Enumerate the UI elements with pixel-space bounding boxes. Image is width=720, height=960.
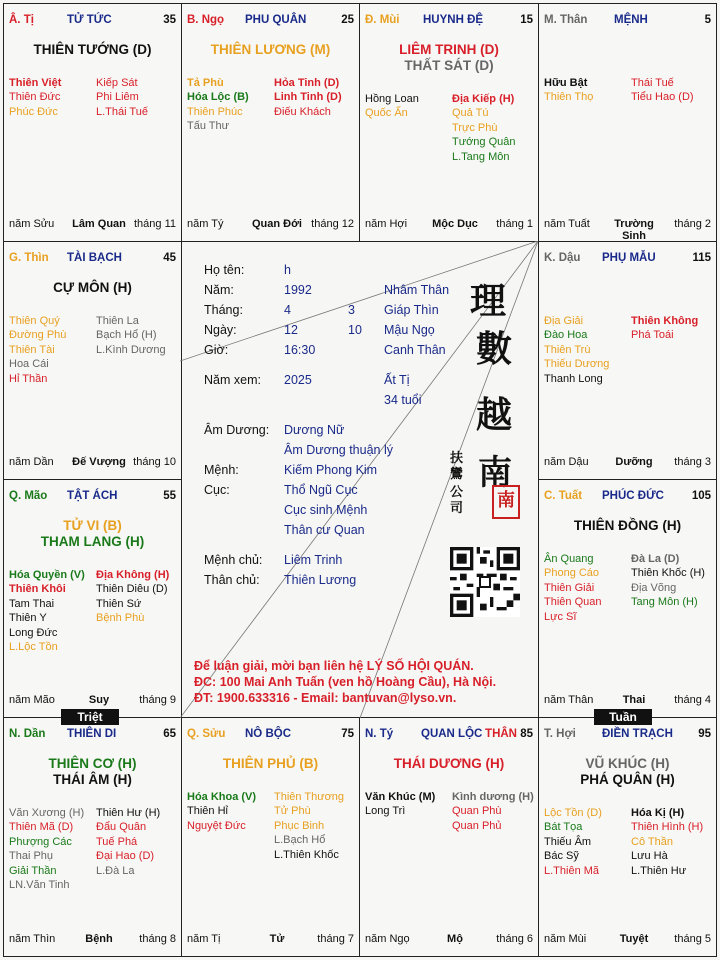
palace-than: [538, 3, 717, 242]
star-column-left: [544, 806, 602, 878]
month-solar: 4: [284, 303, 291, 317]
qr-code-icon: [450, 547, 520, 617]
minor-star: Trực Phù: [452, 121, 498, 134]
star-column-right: [274, 76, 342, 119]
star-column-right: [452, 790, 534, 833]
minor-star: Long Trì: [365, 805, 406, 818]
palace-branch: C. Tuất: [544, 490, 583, 502]
palace-nam: năm Ngọ: [365, 933, 410, 945]
minor-star: Đẩu Quân: [96, 821, 147, 834]
main-star: THIÊN LƯƠNG (M): [210, 42, 331, 57]
palace-thang: tháng 1: [496, 218, 533, 230]
main-star: VŨ KHÚC (H): [585, 756, 670, 771]
palace-branch: K. Dậu: [544, 252, 581, 264]
star-column-left: [9, 76, 61, 119]
minor-star: L.Bạch Hổ: [274, 834, 326, 847]
palace-nam: năm Hợi: [365, 218, 408, 230]
minor-star: Nguyệt Đức: [187, 819, 246, 832]
star-column-left: [9, 806, 84, 892]
palace-header: [187, 14, 354, 28]
minor-star: Tiểu Hao (D): [631, 91, 694, 104]
palace-nam: năm Tị: [187, 933, 221, 945]
minor-star: Thiếu Dương: [544, 358, 610, 371]
than-marker: THÂN: [485, 728, 517, 740]
minor-star: Phong Cáo: [544, 567, 600, 580]
month-label: Tháng:: [204, 303, 243, 317]
minor-star: Quốc Ấn: [365, 107, 408, 120]
star-column-right: [631, 76, 694, 105]
palace-thang: tháng 6: [496, 933, 533, 945]
palace-trang: Tuyệt: [619, 933, 649, 945]
palace-thang: tháng 2: [674, 218, 711, 230]
amduong-value-2: Âm Dương thuận lý: [284, 443, 393, 457]
minor-star: Thiên La: [96, 315, 139, 327]
hour-label: Giờ:: [204, 343, 229, 357]
view-year-canchi: Ất Tị: [384, 373, 410, 387]
minor-star: Đại Hao (D): [96, 850, 155, 863]
palace-footer: [9, 933, 176, 947]
palace-number: 95: [698, 728, 711, 740]
palace-footer: [187, 933, 354, 947]
minor-star: Lộc Tồn (D): [544, 807, 602, 819]
main-star: LIÊM TRINH (D): [399, 42, 499, 57]
palace-number: 85: [520, 728, 533, 740]
palace-number: 5: [704, 14, 711, 26]
main-star: TỬ VI (B): [63, 518, 122, 533]
minor-star: Hữu Bật: [544, 77, 588, 89]
star-column-left: [544, 76, 593, 105]
minor-star: Hỏa Tinh (D): [274, 77, 340, 89]
palace-dan: [3, 717, 182, 957]
palace-number: 75: [341, 728, 354, 740]
palace-thang: tháng 11: [133, 218, 176, 230]
star-column-left: [544, 552, 601, 624]
main-star: THẤT SÁT (D): [404, 58, 494, 73]
main-star: THÁI DƯƠNG (H): [393, 756, 505, 771]
palace-footer: [9, 694, 176, 708]
palace-thang: tháng 8: [139, 933, 176, 945]
palace-name: PHỤ MẪU: [602, 252, 656, 264]
age-value: 34 tuổi: [384, 393, 422, 407]
palace-name: HUYNH ĐỆ: [423, 14, 484, 26]
minor-star: Hóa Khoa (V): [187, 791, 257, 803]
minor-star: Địa Kiếp (H): [452, 93, 515, 105]
minor-star: Thiên Sứ: [96, 597, 142, 610]
main-star: THAM LANG (H): [40, 534, 145, 549]
palace-header: [9, 728, 176, 742]
palace-number: 65: [163, 728, 176, 740]
palace-nam: năm Thìn: [9, 933, 56, 945]
palace-nam: năm Mùi: [544, 933, 587, 945]
main-star: CỰ MÔN (H): [53, 280, 132, 295]
palace-thin: [3, 241, 182, 480]
minor-star: Phúc Đức: [9, 105, 58, 118]
center-info-panel: [180, 241, 538, 718]
palace-footer: [187, 218, 354, 232]
palace-name: THIÊN DI: [67, 728, 117, 740]
minor-star: Linh Tinh (D): [274, 91, 342, 104]
minor-star: Thai Phụ: [9, 850, 54, 863]
logo-small-4: 司: [450, 501, 464, 516]
minor-star: Bạch Hổ (H): [96, 329, 157, 342]
triet-tag: Triệt: [61, 709, 119, 725]
minor-star: Cô Thần: [631, 835, 673, 848]
palace-thang: tháng 3: [674, 456, 711, 468]
palace-number: 105: [691, 490, 711, 502]
contact-line-1: Để luận giải, mời bạn liên hệ LÝ SỐ HỘI QUÁN.: [194, 659, 474, 673]
minor-star: Thiên Hỉ: [187, 805, 228, 818]
minor-star: L.Thiên Mã: [544, 864, 600, 877]
day-lunar: 10: [348, 323, 362, 337]
palace-name: TỬ TỨC: [67, 14, 112, 26]
minor-star: Giải Thần: [9, 864, 57, 877]
logo-small-3: 公: [450, 485, 464, 500]
palace-footer: [544, 933, 711, 947]
minor-star: LN.Văn Tinh: [9, 879, 70, 892]
than-chu-label: Thân chủ:: [204, 573, 260, 587]
palace-nam: năm Dậu: [544, 456, 589, 468]
minor-star: Thiên Không: [631, 315, 699, 327]
palace-name: PHÚC ĐỨC: [602, 490, 664, 502]
star-column-left: [365, 92, 419, 121]
minor-star: Thiên Quý: [9, 315, 60, 327]
minor-star: Hoa Cái: [9, 358, 49, 371]
star-column-left: [187, 790, 256, 833]
minor-star: Kiếp Sát: [96, 77, 138, 89]
year-value: 1992: [284, 283, 312, 297]
palace-header: [365, 728, 533, 742]
contact-address: ĐC: 100 Mai Anh Tuấn (ven hồ Hoàng Cầu), Hà Nội.: [194, 675, 497, 689]
cuc-value-3: Thân cư Quan: [284, 523, 365, 537]
menh-label: Mệnh:: [204, 463, 239, 477]
minor-star: Hỉ Thần: [9, 372, 48, 385]
palace-footer: [365, 933, 533, 947]
palace-trang: Đế Vượng: [72, 456, 126, 468]
palace-number: 15: [520, 14, 533, 26]
minor-star: Thiên Y: [9, 612, 47, 625]
palace-trang: Mộc Dục: [432, 218, 478, 230]
minor-star: L.Lộc Tồn: [9, 641, 58, 654]
minor-star: Tuế Phá: [96, 835, 138, 848]
palace-trang: Bệnh: [85, 933, 113, 945]
palace-branch: B. Ngọ: [187, 14, 225, 26]
palace-header: [544, 252, 711, 266]
palace-name: TẬT ÁCH: [67, 490, 118, 502]
palace-footer: [544, 456, 711, 470]
minor-star: Đường Phù: [9, 329, 67, 342]
star-column-left: [365, 790, 435, 819]
contact-phone-email: ĐT: 1900.633316 - Email: bantuvan@lyso.vn.: [194, 691, 457, 705]
minor-star: L.Thiên Khốc: [274, 848, 339, 861]
minor-star: Tả Phù: [187, 77, 224, 89]
minor-star: Ân Quang: [544, 553, 594, 565]
amduong-label: Âm Dương:: [204, 423, 270, 437]
minor-star: Thiên Mã (D): [9, 821, 74, 834]
star-column-right: [96, 314, 166, 357]
star-column-right: [96, 806, 160, 878]
palace-branch: N. Dần: [9, 728, 46, 740]
cuc-value-1: Thổ Ngũ Cục: [284, 483, 358, 497]
menh-chu-value: Liêm Trinh: [284, 553, 343, 567]
palace-thang: tháng 12: [311, 218, 354, 230]
palace-branch: Q. Mão: [9, 490, 48, 502]
logo-small-2: 鸞: [450, 467, 464, 482]
star-column-right: [631, 314, 698, 343]
palace-header: [187, 728, 354, 742]
minor-star: Văn Xương (H): [9, 807, 85, 819]
palace-nam: năm Tuất: [544, 218, 590, 230]
minor-star: Thanh Long: [544, 372, 603, 385]
view-year-value: 2025: [284, 373, 312, 387]
year-canchi: Nhâm Thân: [384, 283, 450, 297]
logo-char-4: 南: [478, 453, 512, 493]
logo-char-2: 數: [476, 328, 513, 370]
palace-header: [544, 490, 711, 504]
minor-star: Long Đức: [9, 626, 58, 639]
palace-suu: [181, 717, 360, 957]
palace-trang: Suy: [88, 694, 110, 706]
minor-star: Địa Giải: [544, 315, 584, 327]
palace-thang: tháng 10: [133, 456, 176, 468]
palace-branch: Â. Tị: [9, 14, 34, 26]
month-canchi: Giáp Thìn: [384, 303, 439, 317]
minor-star: Địa Không (H): [96, 569, 170, 581]
palace-branch: G. Thìn: [9, 252, 49, 264]
palace-trang: Lâm Quan: [72, 218, 126, 230]
minor-star: Bác Sỹ: [544, 850, 579, 863]
palace-number: 35: [163, 14, 176, 26]
minor-star: Tam Thai: [9, 597, 55, 610]
palace-number: 25: [341, 14, 354, 26]
main-star: THÁI ÂM (H): [53, 772, 132, 787]
minor-star: Thiên Hình (H): [631, 821, 704, 834]
palace-trang: Mộ: [447, 933, 463, 945]
year-label: Năm:: [204, 283, 234, 297]
palace-header: [9, 14, 176, 28]
palace-header: [544, 728, 711, 742]
minor-star: L.Kình Dương: [96, 343, 166, 356]
star-column-left: [9, 314, 66, 386]
minor-star: Quan Phủ: [452, 819, 502, 832]
palace-header: [544, 14, 711, 28]
minor-star: Địa Võng: [631, 581, 677, 594]
palace-footer: [544, 218, 711, 242]
day-canchi: Mậu Ngọ: [384, 323, 435, 337]
main-star: THIÊN TƯỚNG (D): [33, 42, 152, 57]
star-column-right: [96, 76, 148, 119]
palace-thang: tháng 9: [139, 694, 176, 706]
minor-star: Đào Hoa: [544, 329, 588, 342]
minor-star: L.Thiên Hư: [631, 864, 687, 877]
palace-branch: N. Tý: [365, 728, 394, 740]
minor-star: Thiên Phúc: [187, 105, 243, 118]
palace-hoi: [538, 717, 717, 957]
palace-ti: [3, 3, 182, 242]
menh-chu-label: Mệnh chủ:: [204, 553, 263, 567]
minor-star: Kình dương (H): [452, 791, 534, 803]
minor-star: Phi Liêm: [96, 91, 139, 104]
minor-star: Thiên Khôi: [9, 583, 66, 596]
minor-star: Đà La (D): [631, 553, 680, 565]
star-column-left: [187, 76, 249, 134]
minor-star: Thiên Khốc (H): [631, 567, 705, 580]
minor-star: Văn Khúc (M): [365, 791, 436, 803]
minor-star: Thiên Trù: [544, 343, 591, 356]
palace-trang: Thai: [622, 694, 646, 706]
palace-name: QUAN LỘC: [421, 728, 483, 740]
menh-value: Kiếm Phong Kim: [284, 463, 378, 477]
palace-name: PHU QUÂN: [245, 14, 307, 26]
palace-nam: năm Dần: [9, 456, 54, 468]
star-column-right: [631, 806, 703, 878]
minor-star: Tướng Quân: [452, 136, 516, 149]
minor-star: Thiên Thương: [274, 791, 345, 803]
minor-star: Lưu Hà: [631, 850, 668, 863]
minor-star: Bệnh Phù: [96, 612, 145, 625]
palace-branch: T. Hợi: [544, 728, 576, 740]
logo-char-3: 越: [476, 394, 513, 436]
palace-footer: [9, 218, 176, 232]
palace-name: TÀI BẠCH: [67, 252, 122, 264]
minor-star: Quả Tú: [452, 107, 489, 120]
minor-star: Điếu Khách: [274, 105, 331, 118]
palace-footer: [9, 456, 176, 470]
minor-star: L.Thái Tuế: [96, 105, 148, 118]
star-column-right: [274, 790, 344, 862]
palace-nam: năm Mão: [9, 694, 55, 706]
palace-nam: năm Thân: [544, 694, 594, 706]
palace-trang: Trường Sinh: [614, 218, 654, 242]
tuan-tag: Tuần: [594, 709, 652, 725]
palace-branch: Q. Sửu: [187, 728, 226, 740]
minor-star: Phượng Các: [9, 835, 72, 848]
logo-small-1: 扶: [450, 451, 464, 466]
month-lunar: 3: [348, 303, 355, 317]
star-column-left: [544, 314, 609, 386]
minor-star: Bát Tọa: [544, 821, 583, 834]
palace-nam: năm Tý: [187, 218, 224, 230]
minor-star: Hồng Loan: [365, 93, 419, 105]
palace-nam: năm Sửu: [9, 218, 55, 230]
day-label: Ngày:: [204, 323, 237, 337]
minor-star: Thiên Tài: [9, 343, 55, 356]
main-star: PHÁ QUÂN (H): [580, 772, 675, 787]
palace-branch: M. Thân: [544, 14, 588, 26]
minor-star: Phục Binh: [274, 819, 325, 832]
minor-star: Hóa Quyền (V): [9, 569, 85, 581]
palace-branch: Đ. Mùi: [365, 14, 400, 26]
palace-ty: [359, 717, 539, 957]
palace-number: 45: [163, 252, 176, 264]
main-star: THIÊN ĐỒNG (H): [573, 518, 682, 533]
minor-star: L.Tang Môn: [452, 150, 510, 163]
palace-name: MỆNH: [614, 14, 648, 26]
palace-name: NÔ BỘC: [245, 728, 291, 740]
palace-name: ĐIỀN TRẠCH: [602, 728, 673, 740]
palace-trang: Tử: [269, 933, 285, 945]
main-star: THIÊN PHỦ (B): [222, 756, 319, 771]
minor-star: Tử Phù: [274, 805, 311, 818]
star-column-right: [452, 92, 516, 164]
palace-footer: [365, 218, 533, 232]
day-solar: 12: [284, 323, 298, 337]
view-year-label: Năm xem:: [204, 373, 261, 387]
palace-thang: tháng 7: [317, 933, 354, 945]
minor-star: Thiếu Âm: [544, 835, 592, 848]
minor-star: Tang Môn (H): [631, 596, 698, 609]
minor-star: Thiên Hư (H): [96, 807, 161, 819]
palace-tuat: [538, 479, 717, 718]
main-star: THIÊN CƠ (H): [48, 756, 137, 771]
name-label: Họ tên:: [204, 263, 245, 277]
minor-star: Thiên Thọ: [544, 91, 594, 104]
minor-star: Thiên Việt: [9, 77, 62, 89]
palace-mao: [3, 479, 182, 718]
star-column-left: [9, 568, 85, 654]
star-column-right: [96, 568, 169, 626]
minor-star: Tấu Thư: [187, 120, 230, 133]
minor-star: Lực Sĩ: [544, 610, 577, 623]
palace-mui: [359, 3, 539, 242]
minor-star: Phá Toái: [631, 329, 674, 342]
minor-star: Quan Phù: [452, 805, 502, 818]
than-chu-value: Thiên Lương: [284, 573, 357, 587]
hour-value: 16:30: [284, 343, 316, 357]
palace-trang: Dưỡng: [615, 456, 653, 468]
minor-star: Thiên Giải: [544, 581, 595, 594]
minor-star: Thái Tuế: [631, 77, 674, 89]
minor-star: Thiên Quan: [544, 596, 602, 609]
palace-number: 115: [692, 252, 711, 264]
minor-star: Hóa Kị (H): [631, 807, 685, 819]
palace-header: [9, 252, 176, 266]
minor-star: Thiên Đức: [9, 91, 61, 104]
cuc-value-2: Cục sinh Mệnh: [284, 503, 368, 517]
amduong-value-1: Dương Nữ: [284, 423, 345, 437]
palace-dau: [538, 241, 717, 480]
red-seal: 南: [492, 485, 520, 519]
palace-thang: tháng 4: [674, 694, 711, 706]
palace-header: [9, 490, 176, 504]
palace-ngo: [181, 3, 360, 242]
palace-thang: tháng 5: [674, 933, 711, 945]
palace-header: [365, 14, 533, 28]
minor-star: Thiên Diêu (D): [96, 583, 168, 596]
palace-footer: [544, 694, 711, 708]
logo-char-1: 理: [470, 280, 507, 322]
palace-number: 55: [163, 490, 176, 502]
palace-trang: Quan Đới: [252, 218, 302, 230]
hour-canchi: Canh Thân: [384, 343, 446, 357]
name-value: h: [284, 263, 291, 277]
cuc-label: Cục:: [204, 483, 230, 497]
star-column-right: [631, 552, 705, 610]
minor-star: Hóa Lộc (B): [187, 91, 249, 104]
minor-star: L.Đà La: [96, 864, 135, 877]
